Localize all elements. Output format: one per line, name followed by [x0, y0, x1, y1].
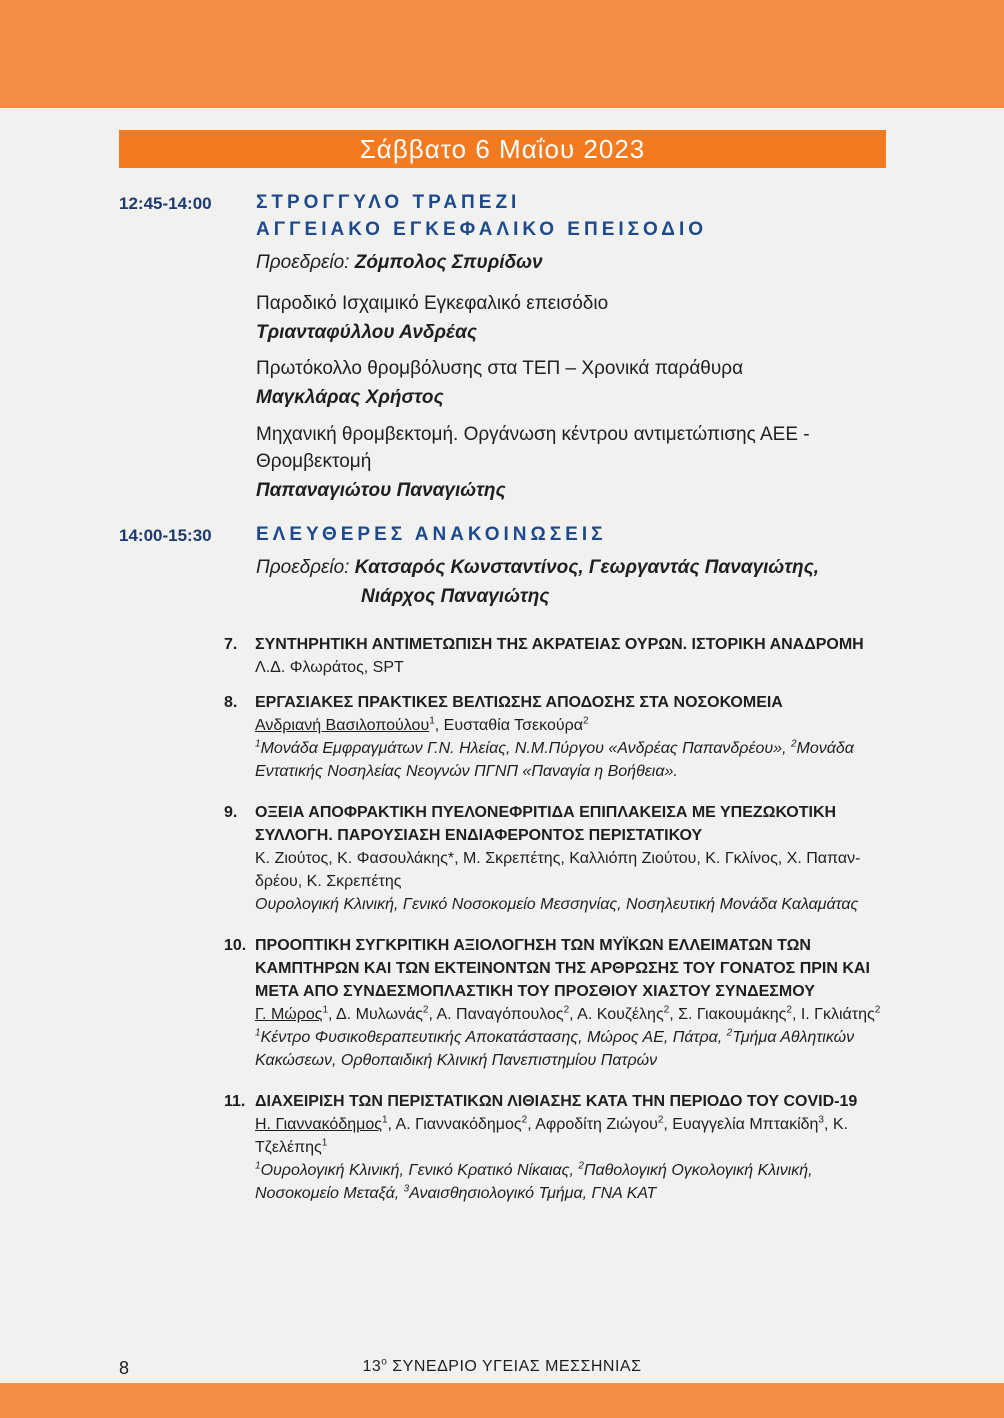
author: , Ευσταθία Τσεκούρα — [434, 717, 583, 734]
author-sup: 2 — [786, 1004, 792, 1016]
aff-sup: 2 — [578, 1160, 584, 1172]
affiliation: Αναισθησιολογικό Τμήμα, ΓΝΑ ΚΑΤ — [409, 1185, 657, 1202]
aff-sup: 1 — [255, 1160, 261, 1172]
abstract-number: 8. — [224, 694, 238, 711]
author-sup: 2 — [874, 1004, 881, 1016]
author-sup: 2 — [582, 715, 589, 727]
chair-names-cont: Νιάρχος Παναγιώτης — [361, 586, 550, 607]
abstract-number: 11. — [224, 1093, 246, 1110]
aff-sup: 1 — [255, 738, 261, 750]
author: , Ι. Γκλιάτης — [791, 1006, 875, 1023]
aff-sup: 1 — [255, 1027, 261, 1039]
author-sup: 1 — [429, 715, 435, 727]
author: , Σ. Γιακουμάκης — [669, 1006, 787, 1023]
affiliation: Ουρολογική Κλινική, Γενικό Κρατικό Νίκαιας, — [260, 1162, 579, 1179]
author: , Αφροδίτη Ζιώγου — [527, 1116, 658, 1133]
aff-sup: 3 — [403, 1183, 410, 1195]
chair-label: Προεδρείο: — [256, 252, 350, 273]
author-sup: 1 — [322, 1004, 329, 1016]
conf-title: ΣΥΝΕΔΡΙΟ ΥΓΕΙΑΣ ΜΕΣΣΗΝΙΑΣ — [387, 1358, 642, 1375]
author-sup: 1 — [381, 1114, 388, 1126]
talk-title: Πρωτόκολλο θρομβόλυσης στα ΤΕΠ – Χρονικά παράθυρα — [256, 358, 744, 379]
author: , Α. Γιαννακόδημος — [387, 1116, 522, 1133]
talk-title: Παροδικό Ισχαιμικό Εγκεφαλικό επεισόδιο — [256, 293, 609, 314]
session1-chair — [256, 250, 543, 276]
abstract-affiliations: Ουρολογική Κλινική, Γενικό Νοσοκομείο Μεσσηνίας, Νοσηλευτική Μονάδα Καλαμάτας — [255, 896, 859, 913]
talk-speaker: Τριανταφύλλου Ανδρέας — [256, 322, 477, 343]
session1-time: 12:45-14:00 — [119, 194, 212, 213]
talk-title: Μηχανική θρομβεκτομή. Οργάνωση κέντρου αντιμετώπισης ΑΕΕ - — [256, 424, 810, 445]
author-sup: 2 — [657, 1114, 664, 1126]
talk-speaker: Μαγκλάρας Χρήστος — [256, 387, 444, 408]
abstract-item — [224, 691, 888, 783]
author: , Α. Παναγόπουλος — [428, 1006, 564, 1023]
abstract-title: ΕΡΓΑΣΙΑΚΕΣ ΠΡΑΚΤΙΚΕΣ ΒΕΛΤΙΩΣΗΣ ΑΠΟΔΟΣΗΣ ΣΤΑ ΝΟΣΟΚΟΜΕΙΑ — [255, 694, 783, 711]
abstract-authors — [255, 1003, 888, 1026]
abstract-number: 10. — [224, 937, 247, 954]
abstract-title: ΔΙΑΧΕΙΡΙΣΗ ΤΩΝ ΠΕΡΙΣΤΑΤΙΚΩΝ ΛΙΘΙΑΣΗΣ ΚΑΤΑ ΤΗΝ ΠΕΡΙΟΔΟ ΤΟΥ COVID-19 — [255, 1093, 858, 1110]
bottom-orange-band — [0, 1383, 1004, 1418]
session2-title: ΕΛΕΥΘΕΡΕΣ ΑΝΑΚΟΙΝΩΣΕΙΣ — [256, 524, 607, 545]
footer-conference-title — [0, 1358, 1004, 1376]
abstract-item — [224, 801, 888, 916]
abstract-affiliations — [255, 737, 888, 783]
session2-chair — [256, 555, 819, 581]
date-banner: Σάββατο 6 Μαΐου 2023 — [119, 130, 886, 168]
author-sup: 2 — [521, 1114, 528, 1126]
author-sup: 3 — [818, 1114, 824, 1126]
affiliation: Μονάδα Εντατικής Νοσηλείας Νεογνών ΠΓΝΠ «Παναγία η Βοήθεια». — [255, 740, 854, 780]
abstract-item — [224, 1090, 888, 1205]
abstract-number: 7. — [224, 636, 238, 653]
session2-time: 14:00-15:30 — [119, 526, 212, 545]
conf-number: 13 — [362, 1358, 382, 1375]
chair-label: Προεδρείο: — [256, 557, 350, 578]
author-sup: 2 — [422, 1004, 429, 1016]
abstract-title: ΣΥΝΤΗΡΗΤΙΚΗ ΑΝΤΙΜΕΤΩΠΙΣΗ ΤΗΣ ΑΚΡΑΤΕΙΑΣ ΟΥΡΩΝ. ΙΣΤΟΡΙΚΗ ΑΝΑΔΡΟΜΗ — [255, 636, 864, 653]
affiliation: Μονάδα Εμφραγμάτων Γ.Ν. Ηλείας, Ν.Μ.Πύργου «Ανδρέας Παπανδρέου», — [260, 740, 791, 757]
abstract-item — [224, 934, 888, 1072]
author: , Ευαγγελία Μπτακίδη — [663, 1116, 819, 1133]
abstract-item — [224, 633, 888, 679]
author-sup: 2 — [663, 1004, 670, 1016]
abstract-title: ΟΞΕΙΑ ΑΠΟΦΡΑΚΤΙΚΗ ΠΥΕΛΟΝΕΦΡΙΤΙΔΑ ΕΠΙΠΛΑΚΕΙΣΑ ΜΕ ΥΠΕΖΩΚΟΤΙΚΗ ΣΥΛΛΟΓΗ. ΠΑΡΟΥΣΙΑΣΗ ΕΝΔΙΑΦΕΡΟΝΤΟΣ ΠΕΡΙΣΤΑΤΙΚΟΥ — [255, 804, 837, 844]
page-number: 8 — [119, 1358, 130, 1378]
abstract-authors: Λ.Δ. Φλωράτος, SPT — [255, 659, 404, 676]
affiliation: Κέντρο Φυσικοθεραπευτικής Αποκατάστασης, Μώρος ΑΕ, Πάτρα, — [260, 1029, 727, 1046]
conf-sup: ο — [381, 1356, 388, 1368]
session1-title-line1: ΣΤΡΟΓΓΥΛΟ ΤΡΑΠΕΖΙ — [256, 192, 521, 213]
session1-title-line2: ΑΓΓΕΙΑΚΟ ΕΓΚΕΦΑΛΙΚΟ ΕΠΕΙΣΟΔΙΟ — [256, 219, 708, 240]
abstract-number: 9. — [224, 804, 238, 821]
top-orange-band — [0, 0, 1004, 108]
author: , Κ. Τζελέπης — [255, 1116, 848, 1156]
talk-speaker: Παπαναγιώτου Παναγιώτης — [256, 480, 506, 501]
abstract-affiliations — [255, 1159, 888, 1205]
abstract-authors — [255, 1113, 888, 1159]
aff-sup: 2 — [726, 1027, 733, 1039]
presenting-author: Γ. Μώρος — [255, 1006, 323, 1023]
abstract-authors: Κ. Ζιούτος, Κ. Φασουλάκης*, Μ. Σκρεπέτης, Καλλιόπη Ζιούτου, Κ. Γκλίνος, Χ. Παπαν-δρέου, Κ. Σκρεπέτης — [255, 850, 861, 890]
author-sup: 2 — [563, 1004, 570, 1016]
presenting-author: Η. Γιαννακόδημος — [255, 1116, 382, 1133]
presenting-author: Ανδριανή Βασιλοπούλου — [255, 717, 430, 734]
abstract-affiliations — [255, 1026, 888, 1072]
aff-sup: 2 — [790, 738, 797, 750]
chair-names: Ζόμπολος Σπυρίδων — [354, 252, 543, 273]
talk-title-cont: Θρομβεκτομή — [256, 451, 372, 472]
author: , Α. Κουζέλης — [569, 1006, 664, 1023]
abstract-title: ΠΡΟΟΠΤΙΚΗ ΣΥΓΚΡΙΤΙΚΗ ΑΞΙΟΛΟΓΗΣΗ ΤΩΝ ΜΥΪΚΩΝ ΕΛΛΕΙΜΑΤΩΝ ΤΩΝ ΚΑΜΠΤΗΡΩΝ ΚΑΙ ΤΩΝ ΕΚΤΕΙΝΟΝΤΩΝ ΤΗΣ ΑΡΘΡΩΣΗΣ ΤΟΥ ΓΟΝΑΤΟΣ ΠΡΙΝ ΚΑΙ ΜΕΤΑ ΑΠΟ ΣΥΝΔΕΣΜΟΠΛΑΣΤΙΚΗ ΤΟΥ ΠΡΟΣΘΙΟΥ ΧΙΑΣΤΟΥ ΣΥΝΔΕΣΜΟΥ — [255, 937, 870, 1000]
abstract-authors — [255, 714, 888, 737]
chair-names: Κατσαρός Κωνσταντίνος, Γεωργαντάς Παναγιώτης, — [354, 557, 820, 578]
author-sup: 1 — [321, 1137, 328, 1149]
affiliation: Παθολογική Ογκολογική Κλινική, Νοσοκομείο Μεταξά, — [255, 1162, 813, 1202]
affiliation: Τμήμα Αθλητικών Κακώσεων, Ορθοπαιδική Κλινική Πανεπιστημίου Πατρών — [255, 1029, 855, 1069]
author: , Δ. Μυλωνάς — [328, 1006, 423, 1023]
